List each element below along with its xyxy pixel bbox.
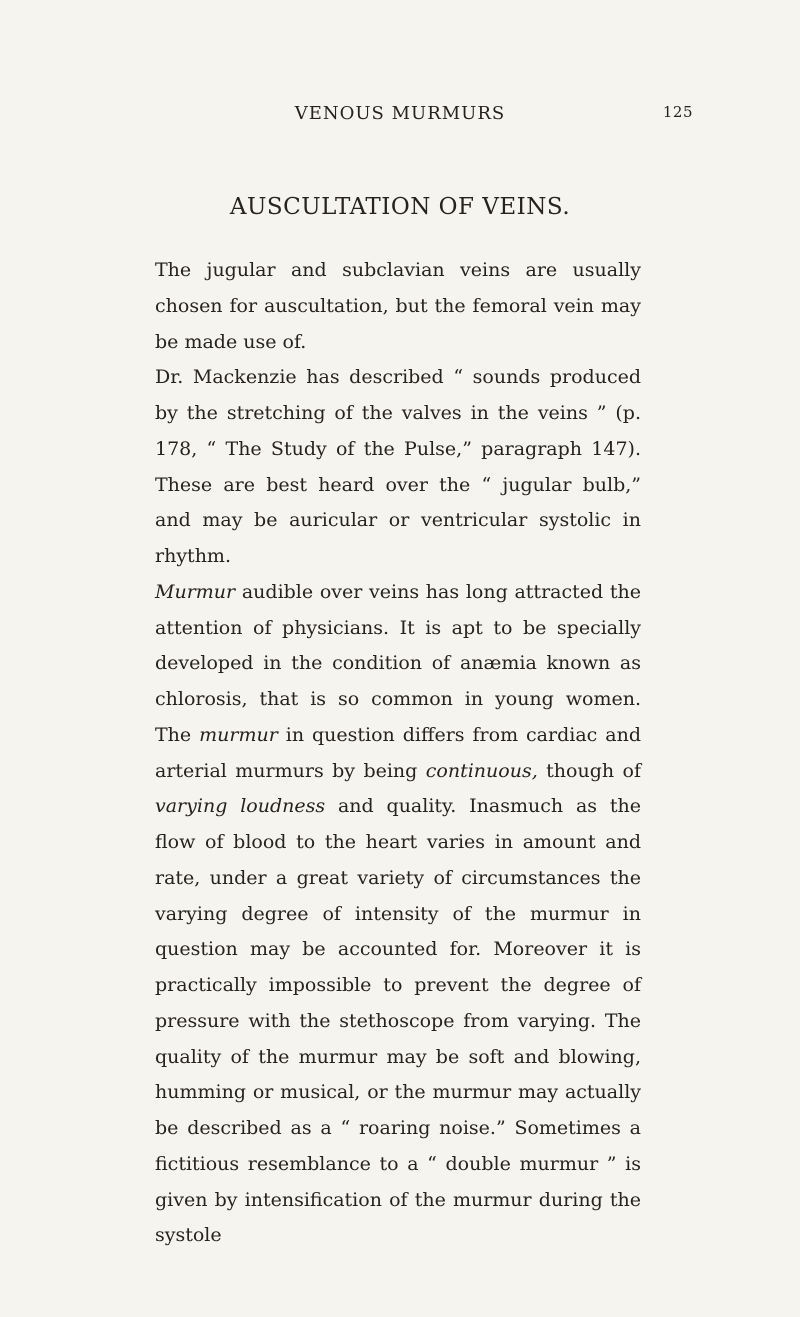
emphasis-continuous: continuous,	[425, 759, 538, 782]
emphasis-murmur: Murmur	[155, 580, 236, 603]
text-run: though of	[537, 759, 642, 782]
emphasis-murmur: murmur	[199, 723, 278, 746]
emphasis-varying-loudness: varying loudness	[155, 795, 326, 818]
text-run: and quality. Inasmuch as the flow of blood to the heart varies in amount and rate, under a great variety of circumstances the varying degree of intensity of the murmur in question may be accounted for. Moreover it is practically impossible to prevent the degree of pressure with the stethoscope from varying. The quality of the murmur may be soft and blowing, humming or musical, or the murmur may actually be described as a “ roaring noise.” Sometimes a fictitious resemblance to a “ double murmur ” is given by intensification of the murmur during the systole	[155, 795, 641, 1247]
paragraph-murmur	[155, 575, 641, 1254]
running-head	[0, 103, 800, 133]
page-number: 125	[662, 103, 693, 121]
text-run: in question differs from cardiac and arterial murmurs by being	[155, 723, 641, 782]
body-text	[155, 253, 641, 1254]
paragraph-auscultation-veins: The jugular and subclavian veins are usually chosen for auscultation, but the femoral vein may be made use of.	[155, 259, 641, 353]
running-title: VENOUS MURMURS	[294, 103, 506, 124]
section-heading: AUSCULTATION OF VEINS.	[229, 194, 571, 220]
text-run: audible over veins has long attracted the attention of physicians. It is apt to be specially developed in the condition of anæmia known as chlorosis, that is so common in young women. The	[155, 580, 641, 746]
paragraph-mackenzie: Dr. Mackenzie has described “ sounds produced by the stretching of the valves in the veins ” (p. 178, “ The Study of the Pulse,” paragraph 147). These are best heard over the “ jugular bulb,” and may be auricular or ventricular systolic in rhythm.	[155, 366, 641, 567]
